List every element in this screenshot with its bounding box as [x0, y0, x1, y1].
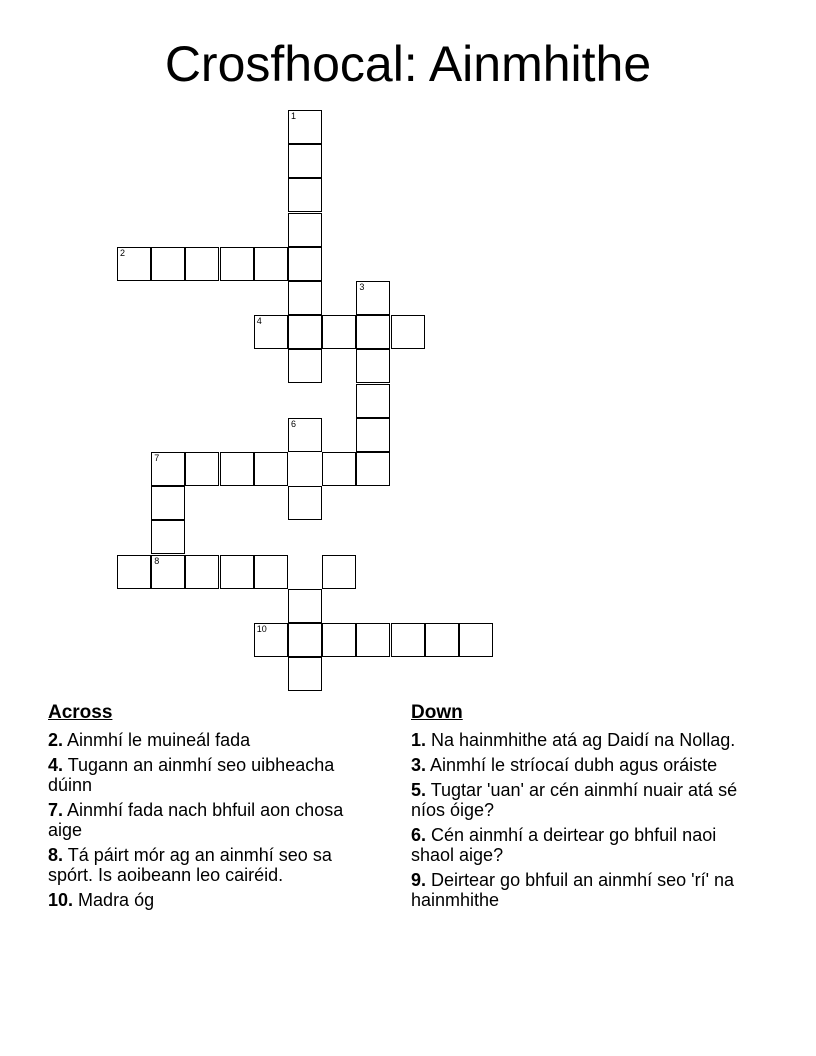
grid-cell[interactable]: [322, 315, 356, 349]
grid-cell[interactable]: [254, 315, 288, 349]
clue-text: Tugann an ainmhí seo uibheacha dúinn: [48, 755, 335, 795]
grid-cell[interactable]: [151, 486, 185, 520]
grid-cell[interactable]: [322, 623, 356, 657]
grid-cell[interactable]: [254, 555, 288, 589]
across-clue: [48, 800, 368, 840]
across-clues: [48, 702, 368, 915]
grid-cell[interactable]: [356, 281, 390, 315]
clue-label-number: 6.: [411, 825, 427, 845]
down-clue: [411, 780, 741, 820]
across-clue: [48, 845, 368, 885]
grid-cell[interactable]: [288, 247, 322, 281]
clue-text: Na hainmhithe atá ag Daidí na Nollag.: [431, 730, 736, 750]
grid-cell[interactable]: [288, 315, 322, 349]
clue-label-number: 8.: [48, 845, 64, 865]
clue-text: Deirtear go bhfuil an ainmhí seo 'rí' na hainmhithe: [411, 870, 735, 910]
across-clue: [48, 755, 368, 795]
down-clues: [411, 702, 741, 915]
grid-cell[interactable]: [288, 657, 322, 691]
grid-cell[interactable]: [117, 247, 151, 281]
down-heading: Down: [411, 702, 463, 723]
down-clue: [411, 870, 741, 910]
grid-cell[interactable]: [356, 452, 390, 486]
clue-number: 2: [120, 247, 126, 258]
grid-cell[interactable]: [151, 555, 185, 589]
clue-text: Madra óg: [78, 890, 155, 910]
grid-cell[interactable]: [185, 247, 219, 281]
grid-cell[interactable]: [185, 555, 219, 589]
page-title: Crosfhocal: Ainmhithe: [164, 36, 652, 92]
grid-cell[interactable]: [356, 315, 390, 349]
grid-cell[interactable]: [288, 589, 322, 623]
across-clue: [48, 730, 368, 750]
down-clue: [411, 825, 741, 865]
clue-text: Cén ainmhí a deirtear go bhfuil naoi shaol aige?: [411, 825, 717, 865]
grid-cell[interactable]: [459, 623, 493, 657]
grid-cell[interactable]: [288, 486, 322, 520]
clue-label-number: 5.: [411, 780, 427, 800]
grid-cell[interactable]: [151, 520, 185, 554]
clue-label-number: 2.: [48, 730, 64, 750]
down-clue: [411, 755, 741, 775]
clue-number: 10: [256, 624, 267, 634]
grid-cell[interactable]: [391, 315, 425, 349]
clue-label-number: 3.: [411, 755, 427, 775]
grid-cell[interactable]: [356, 384, 390, 418]
grid-cell[interactable]: [356, 623, 390, 657]
clue-text: Ainmhí fada nach bhfuil aon chosa aige: [48, 800, 344, 840]
across-heading: Across: [48, 702, 113, 723]
clue-text: Ainmhí le stríocaí dubh agus oráiste: [430, 755, 718, 775]
grid-cell[interactable]: [288, 213, 322, 247]
grid-cell[interactable]: [220, 247, 254, 281]
clue-label-number: 4.: [48, 755, 64, 775]
grid-cell[interactable]: [254, 247, 288, 281]
clue-label-number: 1.: [411, 730, 427, 750]
grid-cell[interactable]: [288, 110, 322, 144]
clue-label-number: 7.: [48, 800, 64, 820]
clue-text: Tá páirt mór ag an ainmhí seo sa spórt. Is aoibeann leo cairéid.: [48, 845, 332, 885]
clue-label-number: 10.: [48, 890, 74, 910]
grid-cell[interactable]: [356, 418, 390, 452]
grid-cell[interactable]: [288, 623, 322, 657]
clue-number: 7: [154, 453, 160, 463]
grid-cell[interactable]: [220, 452, 254, 486]
across-clue-list: [48, 730, 368, 910]
down-clue-list: [411, 730, 741, 910]
grid-cell[interactable]: [220, 555, 254, 589]
clue-text: Tugtar 'uan' ar cén ainmhí nuair atá sé níos óige?: [411, 780, 738, 820]
grid-cell[interactable]: [288, 144, 322, 178]
grid-cell[interactable]: [288, 178, 322, 212]
grid-cell[interactable]: [151, 247, 185, 281]
grid-cell[interactable]: [288, 349, 322, 383]
grid-cell[interactable]: [356, 349, 390, 383]
grid-cell[interactable]: [254, 623, 288, 657]
clue-number: 6: [291, 418, 297, 429]
grid-cell[interactable]: [322, 452, 356, 486]
across-clue: [48, 890, 368, 910]
down-clue: [411, 730, 741, 750]
clue-number: 1: [291, 111, 297, 121]
grid-cell[interactable]: [425, 623, 459, 657]
grid-cell[interactable]: [288, 418, 322, 452]
clue-text: Ainmhí le muineál fada: [67, 730, 251, 750]
clue-number: 4: [256, 316, 262, 327]
grid-cell[interactable]: [322, 555, 356, 589]
clue-number: 3: [359, 282, 365, 292]
grid-cell[interactable]: [391, 623, 425, 657]
grid-cell[interactable]: [254, 452, 288, 486]
clue-number: 8: [154, 555, 160, 566]
grid-cell[interactable]: [117, 555, 151, 589]
grid-cell[interactable]: [151, 452, 185, 486]
grid-cell[interactable]: [185, 452, 219, 486]
clue-label-number: 9.: [411, 870, 427, 890]
grid-cell[interactable]: [288, 281, 322, 315]
